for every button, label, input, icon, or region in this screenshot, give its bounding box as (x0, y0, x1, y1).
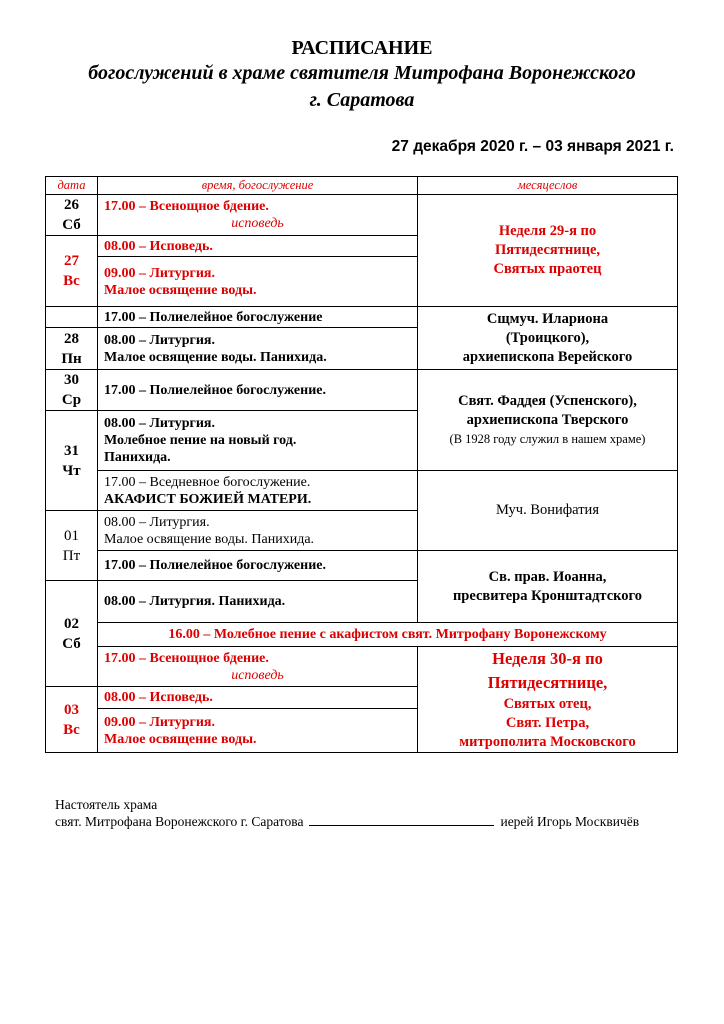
weekday: Пт (62, 547, 81, 564)
col-header-service: время, богослужение (98, 177, 418, 195)
date-cell (46, 328, 98, 370)
calendar-line: Пятидесятнице, (487, 673, 608, 692)
date-cell (46, 687, 98, 753)
service-cell (98, 511, 418, 551)
service-note: исповедь (231, 216, 284, 231)
day-number: 28 (64, 330, 79, 347)
date-cell (46, 581, 98, 687)
service-line: 09.00 – Литургия. (104, 714, 215, 730)
calendar-line: Пятидесятнице, (494, 242, 601, 258)
service-line: 17.00 – Всенощное бдение. (104, 650, 269, 666)
service-line: Малое освящение воды. (104, 282, 257, 298)
day-number: 30 (64, 372, 79, 388)
calendar-cell: Муч. Вонифатия (418, 471, 678, 551)
calendar-line: Свят. Петра, (505, 715, 590, 731)
calendar-line: архиепископа Тверского (466, 411, 629, 428)
footer-role: Настоятель храма (55, 797, 158, 812)
table-row (46, 623, 678, 647)
calendar-line: пресвитера Кронштадтского (452, 587, 643, 604)
day-number: 02 (64, 615, 79, 632)
weekday: Сб (62, 635, 81, 652)
weekday: Чт (62, 462, 81, 479)
calendar-line: Св. прав. Иоанна, (488, 568, 607, 585)
service-line: Малое освящение воды. Панихида. (104, 349, 327, 365)
service-line: 08.00 – Литургия. (104, 514, 210, 530)
calendar-cell (418, 647, 678, 753)
date-cell (46, 511, 98, 581)
calendar-cell (418, 195, 678, 307)
service-cell (98, 257, 418, 307)
table-row (46, 551, 678, 581)
date-cell (46, 195, 98, 236)
service-cell (98, 709, 418, 753)
day-number: 31 (64, 442, 79, 459)
page-title: РАСПИСАНИЕ (291, 37, 433, 59)
weekday: Ср (61, 392, 82, 408)
col-header-calendar: месяцеслов (418, 177, 678, 195)
calendar-line: архиепископа Верейского (462, 348, 633, 365)
day-number: 03 (64, 701, 79, 718)
service-line: АКАФИСТ БОЖИЕЙ МАТЕРИ. (104, 491, 312, 507)
service-line: 17.00 – Всенощное бдение. (104, 199, 269, 214)
col-header-date: дата (46, 177, 98, 195)
calendar-cell (418, 370, 678, 471)
footer-church-line (55, 813, 639, 830)
date-cell (46, 236, 98, 307)
service-line: 08.00 – Литургия. (104, 332, 215, 348)
weekday: Пн (61, 350, 82, 367)
service-cell-wide: 16.00 – Молебное пение с акафистом свят. Митрофану Воронежскому (98, 623, 678, 647)
service-cell: 17.00 – Полиелейное богослужение. (98, 551, 418, 581)
service-cell (98, 195, 418, 236)
calendar-line: Сщмуч. Илариона (486, 310, 609, 327)
schedule-table (45, 176, 678, 753)
service-line: 17.00 – Вседневное богослужение. (104, 474, 311, 490)
service-cell (98, 647, 418, 687)
service-cell: 08.00 – Литургия. Панихида. (98, 581, 418, 623)
calendar-line: Святых праотец (493, 261, 602, 277)
day-number: 27 (64, 253, 79, 269)
footer-church: свят. Митрофана Воронежского г. Саратова (55, 814, 304, 829)
service-cell: 17.00 – Полиелейное богослужение. (98, 370, 418, 411)
service-cell (98, 411, 418, 471)
date-range: 27 декабря 2020 г. – 03 января 2021 г. (391, 138, 674, 155)
service-line: Панихида. (104, 450, 171, 465)
footer-signer: иерей Игорь Москвичёв (500, 814, 640, 829)
page-subtitle: богослужений в храме святителя Митрофана Воронежского (88, 62, 636, 84)
service-cell (98, 471, 418, 511)
service-note: исповедь (231, 667, 284, 683)
day-number: 26 (64, 197, 79, 213)
table-row (46, 195, 678, 236)
table-header-row (46, 177, 678, 195)
calendar-line: (Троицкого), (505, 329, 590, 346)
service-line: Молебное пение на новый год. (104, 433, 297, 448)
weekday: Вс (63, 721, 80, 738)
table-row (46, 647, 678, 687)
service-line: 08.00 – Литургия. (104, 416, 215, 431)
service-cell: 08.00 – Исповедь. (98, 236, 418, 257)
date-cell (46, 370, 98, 411)
calendar-cell (418, 551, 678, 623)
date-cell (46, 411, 98, 511)
table-row (46, 471, 678, 511)
service-cell (98, 328, 418, 370)
calendar-line: Свят. Фаддея (Успенского), (458, 392, 637, 409)
weekday: Сб (62, 217, 81, 233)
table-row (46, 307, 678, 328)
table-row (46, 370, 678, 411)
calendar-cell (418, 307, 678, 370)
page-subtitle-city: г. Саратова (309, 89, 415, 111)
service-cell: 08.00 – Исповедь. (98, 687, 418, 709)
service-line: 09.00 – Литургия. (104, 265, 215, 281)
calendar-line: митрополита Московского (459, 734, 636, 750)
calendar-note: (В 1928 году служил в нашем храме) (449, 431, 646, 446)
service-line: Малое освящение воды. Панихида. (104, 531, 315, 547)
date-cell-empty (46, 307, 98, 328)
day-number: 01 (64, 527, 79, 544)
service-line: Малое освящение воды. (104, 731, 257, 747)
calendar-line: Неделя 29-я по (498, 223, 597, 239)
service-cell: 17.00 – Полиелейное богослужение (98, 307, 418, 328)
weekday: Вс (63, 273, 80, 289)
footer-signature (55, 796, 639, 830)
calendar-line: Святых отец, (503, 696, 592, 712)
signature-line (309, 813, 494, 826)
calendar-line: Неделя 30-я по (492, 649, 603, 668)
